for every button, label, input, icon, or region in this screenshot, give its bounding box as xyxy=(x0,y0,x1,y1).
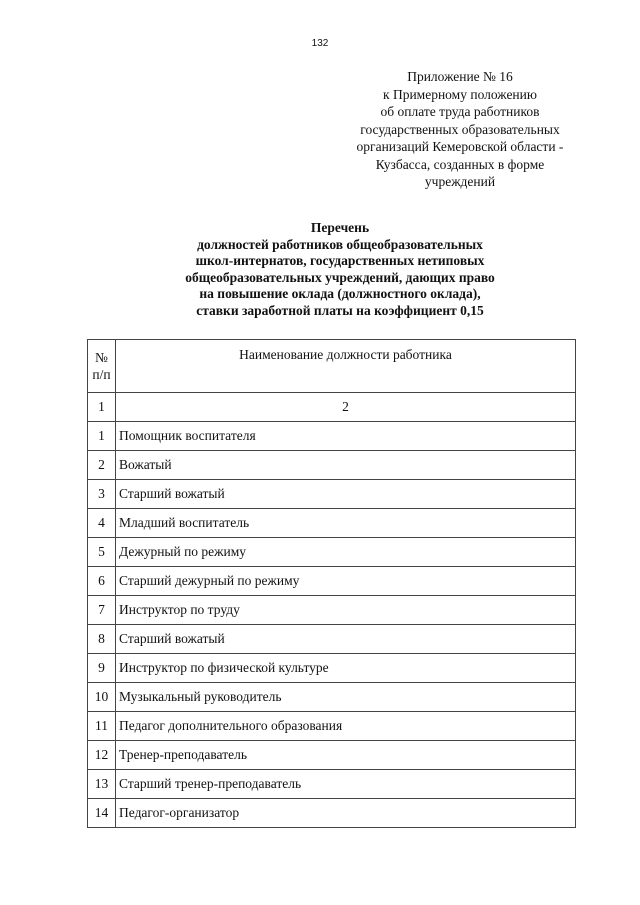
appendix-line: Кузбасса, созданных в форме xyxy=(375,156,545,172)
table-row xyxy=(88,799,576,828)
row-number-cell: 9 xyxy=(88,654,116,683)
index-num-cell: 1 xyxy=(88,393,116,422)
appendix-line: Приложение № 16 xyxy=(407,69,513,84)
appendix-line: к Примерному положению xyxy=(383,86,537,102)
position-name-cell: Педагог-организатор xyxy=(116,799,576,828)
position-name-cell: Младший воспитатель xyxy=(116,509,576,538)
position-name-cell: Тренер-преподаватель xyxy=(116,741,576,770)
title-line: общеобразовательных учреждений, дающих право xyxy=(185,269,495,285)
title-line: ставки заработной платы на коэффициент 0,15 xyxy=(196,302,484,318)
table-header-row xyxy=(88,340,576,393)
table-row xyxy=(88,712,576,741)
position-name-cell: Старший дежурный по режиму xyxy=(116,567,576,596)
header-num-line: п/п xyxy=(92,367,111,382)
page-number: 132 xyxy=(311,38,329,49)
row-number-cell: 8 xyxy=(88,625,116,654)
index-name-cell: 2 xyxy=(116,393,576,422)
title-line: Перечень xyxy=(310,220,370,235)
document-title xyxy=(120,220,560,319)
table-row xyxy=(88,451,576,480)
row-number-cell: 5 xyxy=(88,538,116,567)
table-row xyxy=(88,625,576,654)
appendix-block xyxy=(340,68,580,191)
table-row xyxy=(88,567,576,596)
position-name-cell: Старший вожатый xyxy=(116,625,576,654)
row-number-cell: 14 xyxy=(88,799,116,828)
header-num-line: № xyxy=(95,350,108,365)
header-name-cell: Наименование должности работника xyxy=(116,340,576,393)
table-row xyxy=(88,683,576,712)
row-number-cell: 2 xyxy=(88,451,116,480)
appendix-line: организаций Кемеровской области - xyxy=(356,139,564,154)
row-number-cell: 1 xyxy=(88,422,116,451)
row-number-cell: 3 xyxy=(88,480,116,509)
title-line: должностей работников общеобразовательных xyxy=(197,236,483,252)
header-num-cell xyxy=(88,340,116,393)
position-name-cell: Инструктор по труду xyxy=(116,596,576,625)
table-row xyxy=(88,509,576,538)
table-row xyxy=(88,596,576,625)
position-name-cell: Старший вожатый xyxy=(116,480,576,509)
appendix-line: об оплате труда работников xyxy=(380,104,540,119)
position-name-cell: Инструктор по физической культуре xyxy=(116,654,576,683)
table-row xyxy=(88,770,576,799)
row-number-cell: 4 xyxy=(88,509,116,538)
positions-table xyxy=(87,339,576,828)
row-number-cell: 12 xyxy=(88,741,116,770)
appendix-line: учреждений xyxy=(424,174,496,189)
position-name-cell: Дежурный по режиму xyxy=(116,538,576,567)
row-number-cell: 7 xyxy=(88,596,116,625)
row-number-cell: 13 xyxy=(88,770,116,799)
title-line: на повышение оклада (должностного оклада), xyxy=(199,286,481,301)
table-row xyxy=(88,654,576,683)
position-name-cell: Педагог дополнительного образования xyxy=(116,712,576,741)
position-name-cell: Помощник воспитателя xyxy=(116,422,576,451)
title-line: школ-интернатов, государственных нетиповых xyxy=(195,253,485,268)
position-name-cell: Музыкальный руководитель xyxy=(116,683,576,712)
table-row xyxy=(88,422,576,451)
position-name-cell: Старший тренер-преподаватель xyxy=(116,770,576,799)
row-number-cell: 6 xyxy=(88,567,116,596)
table-row xyxy=(88,538,576,567)
table-row xyxy=(88,741,576,770)
row-number-cell: 10 xyxy=(88,683,116,712)
table-row xyxy=(88,480,576,509)
position-name-cell: Вожатый xyxy=(116,451,576,480)
appendix-line: государственных образовательных xyxy=(360,121,560,137)
row-number-cell: 11 xyxy=(88,712,116,741)
table-index-row xyxy=(88,393,576,422)
